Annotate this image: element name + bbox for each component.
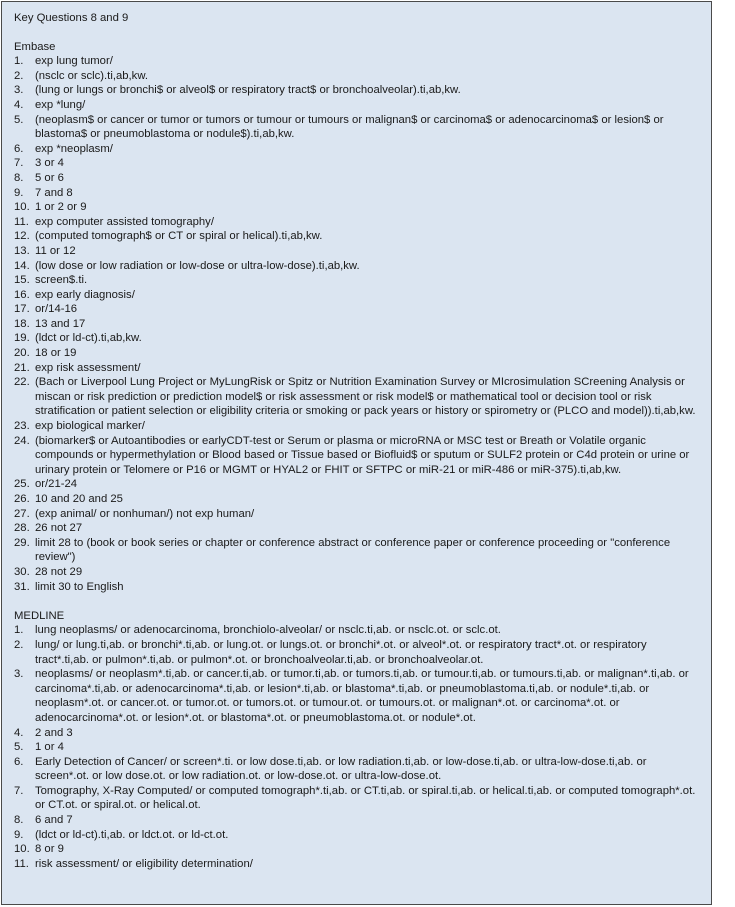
query-line-number: 11. bbox=[14, 215, 29, 228]
query-line-number: 11. bbox=[14, 857, 29, 870]
query-line-number: 22. bbox=[14, 376, 30, 389]
query-line-text: exp *lung/ bbox=[35, 98, 86, 111]
query-line bbox=[14, 536, 701, 565]
query-line-number: 15. bbox=[14, 274, 30, 287]
query-line-text: 2 and 3 bbox=[35, 726, 73, 739]
query-line bbox=[14, 171, 701, 186]
query-line-text: 1 or 4 bbox=[35, 741, 64, 754]
query-line-number: 1. bbox=[14, 624, 24, 637]
query-line-number: 28. bbox=[14, 522, 30, 535]
query-line-number: 3. bbox=[14, 668, 24, 681]
query-line-number: 3. bbox=[14, 84, 24, 97]
query-line bbox=[14, 755, 701, 784]
query-line-number: 29. bbox=[14, 536, 30, 549]
query-line-number: 5. bbox=[14, 113, 24, 126]
query-line-number: 27. bbox=[14, 507, 30, 520]
query-line-text: or/21-24 bbox=[35, 478, 78, 491]
query-line-number: 2. bbox=[14, 638, 24, 651]
query-line bbox=[14, 69, 701, 84]
document-title: Key Questions 8 and 9 bbox=[14, 12, 129, 24]
query-line bbox=[14, 200, 701, 215]
query-line-number: 31. bbox=[14, 580, 30, 593]
query-line bbox=[14, 259, 701, 274]
query-line-text: limit 30 to English bbox=[35, 580, 124, 593]
query-line-text: 1 or 2 or 9 bbox=[35, 201, 87, 214]
query-line-text: 6 and 7 bbox=[35, 814, 73, 827]
medline-query-list bbox=[14, 623, 701, 871]
query-line-text: (nsclc or sclc).ti,ab,kw. bbox=[35, 69, 148, 82]
query-line-number: 17. bbox=[14, 303, 30, 316]
query-line-number: 9. bbox=[14, 186, 24, 199]
query-line bbox=[14, 828, 701, 843]
query-line-text: screen$.ti. bbox=[35, 274, 88, 287]
query-line-text: 11 or 12 bbox=[35, 244, 76, 257]
query-line bbox=[14, 813, 701, 828]
search-strategy-panel bbox=[1, 1, 712, 905]
query-line-text: or/14-16 bbox=[35, 303, 78, 316]
query-line-text: 10 and 20 and 25 bbox=[35, 493, 123, 505]
query-line bbox=[14, 244, 701, 259]
query-line bbox=[14, 186, 701, 201]
query-line-text: (biomarker$ or Autoantibodies or earlyCDT-test or Serum or plasma or microRNA or MSC test or Breath or Volatile organic compounds or hypermethylation or Blood based or Tissue based or Biofluid$ or sputum or SULF2 protein or C4d protein or urine or urinary protein or Telomere or P16 or MGMT or HYAL2 or FHIT or SFTPC or miR-21 or miR-486 or miR-375).ti,ab,kw. bbox=[35, 434, 690, 476]
query-line-text: (computed tomograph$ or CT or spiral or helical).ti,ab,kw. bbox=[35, 230, 323, 243]
query-line-text: exp lung tumor/ bbox=[35, 55, 113, 68]
embase-query-list bbox=[14, 54, 701, 594]
medline-section bbox=[14, 609, 701, 872]
query-line-text: exp risk assessment/ bbox=[35, 361, 141, 374]
query-line-text: Early Detection of Cancer/ or screen*.ti. or low dose.ti,ab. or low radiation.ti,ab. or low-dose.ti,ab. or ultra-low-dose.ti,ab. or screen*.ot. or low dose.ot. or low radiation.ot. or low-dose.ot. or ultra-low-dose.ot. bbox=[35, 755, 647, 783]
query-line bbox=[14, 375, 701, 419]
query-line bbox=[14, 521, 701, 536]
query-line bbox=[14, 740, 701, 755]
query-line-text: 26 not 27 bbox=[35, 522, 83, 535]
query-line-number: 8. bbox=[14, 814, 24, 827]
query-line-text: (low dose or low radiation or low-dose or ultra-low-dose).ti,ab,kw. bbox=[35, 259, 360, 272]
query-line bbox=[14, 726, 701, 741]
query-line-number: 10. bbox=[14, 843, 30, 856]
query-line-number: 26. bbox=[14, 493, 30, 505]
query-line bbox=[14, 288, 701, 303]
query-line-text: 8 or 9 bbox=[35, 843, 64, 856]
query-line-text: 7 and 8 bbox=[35, 186, 73, 199]
query-line-number: 9. bbox=[14, 828, 24, 841]
query-line bbox=[14, 156, 701, 171]
embase-section bbox=[14, 40, 701, 595]
query-line bbox=[14, 113, 701, 142]
query-line bbox=[14, 492, 701, 507]
query-line-number: 7. bbox=[14, 784, 24, 797]
query-line bbox=[14, 638, 701, 667]
query-line bbox=[14, 857, 701, 872]
query-line-text: limit 28 to (book or book series or chapter or conference abstract or conference paper or conference proceeding or "conference review") bbox=[35, 536, 671, 564]
query-line bbox=[14, 507, 701, 522]
query-line-text: risk assessment/ or eligibility determination/ bbox=[35, 857, 253, 870]
query-line-number: 2. bbox=[14, 69, 24, 82]
query-line-number: 30. bbox=[14, 565, 30, 578]
query-line bbox=[14, 667, 701, 725]
section-heading-medline: MEDLINE bbox=[14, 609, 65, 622]
query-line bbox=[14, 842, 701, 857]
query-line bbox=[14, 317, 701, 332]
query-line-text: 13 and 17 bbox=[35, 317, 86, 330]
query-line-text: (lung or lungs or bronchi$ or alveol$ or respiratory tract$ or bronchoalveolar).ti,ab,kw. bbox=[35, 84, 461, 97]
query-line-number: 14. bbox=[14, 259, 30, 272]
query-line-number: 13. bbox=[14, 244, 30, 257]
query-line bbox=[14, 98, 701, 113]
query-line-number: 23. bbox=[14, 420, 30, 433]
query-line-number: 20. bbox=[14, 347, 30, 360]
query-line-text: (Bach or Liverpool Lung Project or MyLungRisk or Spitz or Nutrition Examination Survey or MIcrosimulation SCreening Analysis or miscan or risk prediction or prediction model$ or risk assessment or risk model$ or mathematical tool or decision tool or risk stratification or patient selection or eligibility criteria or smoking or pack years or history or spirometry or (PLCO and model)).ti,ab,kw. bbox=[35, 376, 696, 418]
query-line-text: exp biological marker/ bbox=[35, 420, 145, 433]
query-line-number: 16. bbox=[14, 288, 30, 301]
query-line-number: 4. bbox=[14, 98, 24, 111]
query-line bbox=[14, 142, 701, 157]
query-line bbox=[14, 477, 701, 492]
section-heading-embase: Embase bbox=[14, 40, 56, 53]
query-line-number: 10. bbox=[14, 201, 30, 214]
query-line-number: 7. bbox=[14, 157, 24, 170]
query-line-number: 19. bbox=[14, 332, 30, 345]
query-line bbox=[14, 623, 701, 638]
query-line-number: 5. bbox=[14, 741, 24, 754]
query-line-number: 25. bbox=[14, 478, 30, 491]
query-line-text: (ldct or ld-ct).ti,ab. or ldct.ot. or ld-ct.ot. bbox=[35, 828, 229, 841]
query-line-text: exp computer assisted tomography/ bbox=[35, 215, 214, 228]
query-line-text: exp early diagnosis/ bbox=[35, 288, 135, 301]
query-line-text: 18 or 19 bbox=[35, 347, 77, 360]
query-line bbox=[14, 54, 701, 69]
query-line bbox=[14, 273, 701, 288]
query-line-text: exp *neoplasm/ bbox=[35, 142, 113, 155]
query-line-number: 18. bbox=[14, 317, 30, 330]
query-line-number: 8. bbox=[14, 171, 24, 184]
query-line bbox=[14, 229, 701, 244]
query-line-number: 6. bbox=[14, 142, 24, 155]
query-line bbox=[14, 434, 701, 478]
query-line-number: 4. bbox=[14, 726, 24, 739]
query-line-text: Tomography, X-Ray Computed/ or computed tomograph*.ti,ab. or CT.ti,ab. or spiral.ti,ab. or helical.ti,ab. or computed tomograph*.ot. or CT.ot. or spiral.ot. or helical.ot. bbox=[35, 784, 696, 812]
query-line-text: lung/ or lung.ti,ab. or bronchi*.ti,ab. or lung.ot. or lungs.ot. or bronchi*.ot. or alveol*.ot. or respiratory tract*.ot. or respiratory tract*.ti,ab. or pulmon*.ti,ab. or pulmon*.ot. or bronchoalveolar.ti,ab. or bronchoalveolar.ot. bbox=[35, 638, 647, 666]
query-line bbox=[14, 331, 701, 346]
query-line-number: 6. bbox=[14, 755, 24, 768]
query-line-number: 12. bbox=[14, 230, 30, 243]
query-line bbox=[14, 215, 701, 230]
query-line bbox=[14, 580, 701, 595]
query-line-text: (exp animal/ or nonhuman/) not exp human/ bbox=[35, 507, 255, 520]
query-line-text: 5 or 6 bbox=[35, 171, 64, 184]
query-line bbox=[14, 83, 701, 98]
query-line bbox=[14, 361, 701, 376]
query-line-text: 3 or 4 bbox=[35, 157, 64, 170]
query-line-text: lung neoplasms/ or adenocarcinoma, bronchiolo-alveolar/ or nsclc.ti,ab. or nsclc.ot. or sclc.ot. bbox=[35, 624, 501, 637]
query-line bbox=[14, 419, 701, 434]
query-line-text: (neoplasm$ or cancer or tumor or tumors or tumour or tumours or malignan$ or carcinoma$ or adenocarcinoma$ or lesion$ or blastoma$ or pneumoblastoma or nodule$).ti,ab,kw. bbox=[35, 113, 664, 141]
query-line-number: 1. bbox=[14, 55, 24, 68]
query-line-text: (ldct or ld-ct).ti,ab,kw. bbox=[35, 332, 142, 345]
query-line bbox=[14, 565, 701, 580]
query-line bbox=[14, 302, 701, 317]
section-gap bbox=[14, 594, 701, 609]
query-line-number: 21. bbox=[14, 361, 30, 374]
query-line bbox=[14, 346, 701, 361]
query-line-number: 24. bbox=[14, 434, 30, 447]
query-line-text: 28 not 29 bbox=[35, 565, 83, 578]
query-line-text: neoplasms/ or neoplasm*.ti,ab. or cancer.ti,ab. or tumor.ti,ab. or tumors.ti,ab. or tumour.ti,ab. or tumours.ti,ab. or malignan*.ti,ab. or carcinoma*.ti,ab. or adenocarcinoma*.ti,ab. or lesion*.ti,ab. or blastoma*.ti,ab. or pneumoblastoma.ti,ab. or nodule*.ti,ab. or neoplasm*.ot. or cancer.ot. or tumor.ot. or tumors.ot. or tumour.ot. or tumours.ot. or malignan*.ot. or carcinoma*.ot. or adenocarcinoma*.ot. or lesion*.ot. or blastoma*.ot. or pneumoblastoma.ot. or nodule*.ot. bbox=[35, 668, 689, 724]
query-line bbox=[14, 784, 701, 813]
